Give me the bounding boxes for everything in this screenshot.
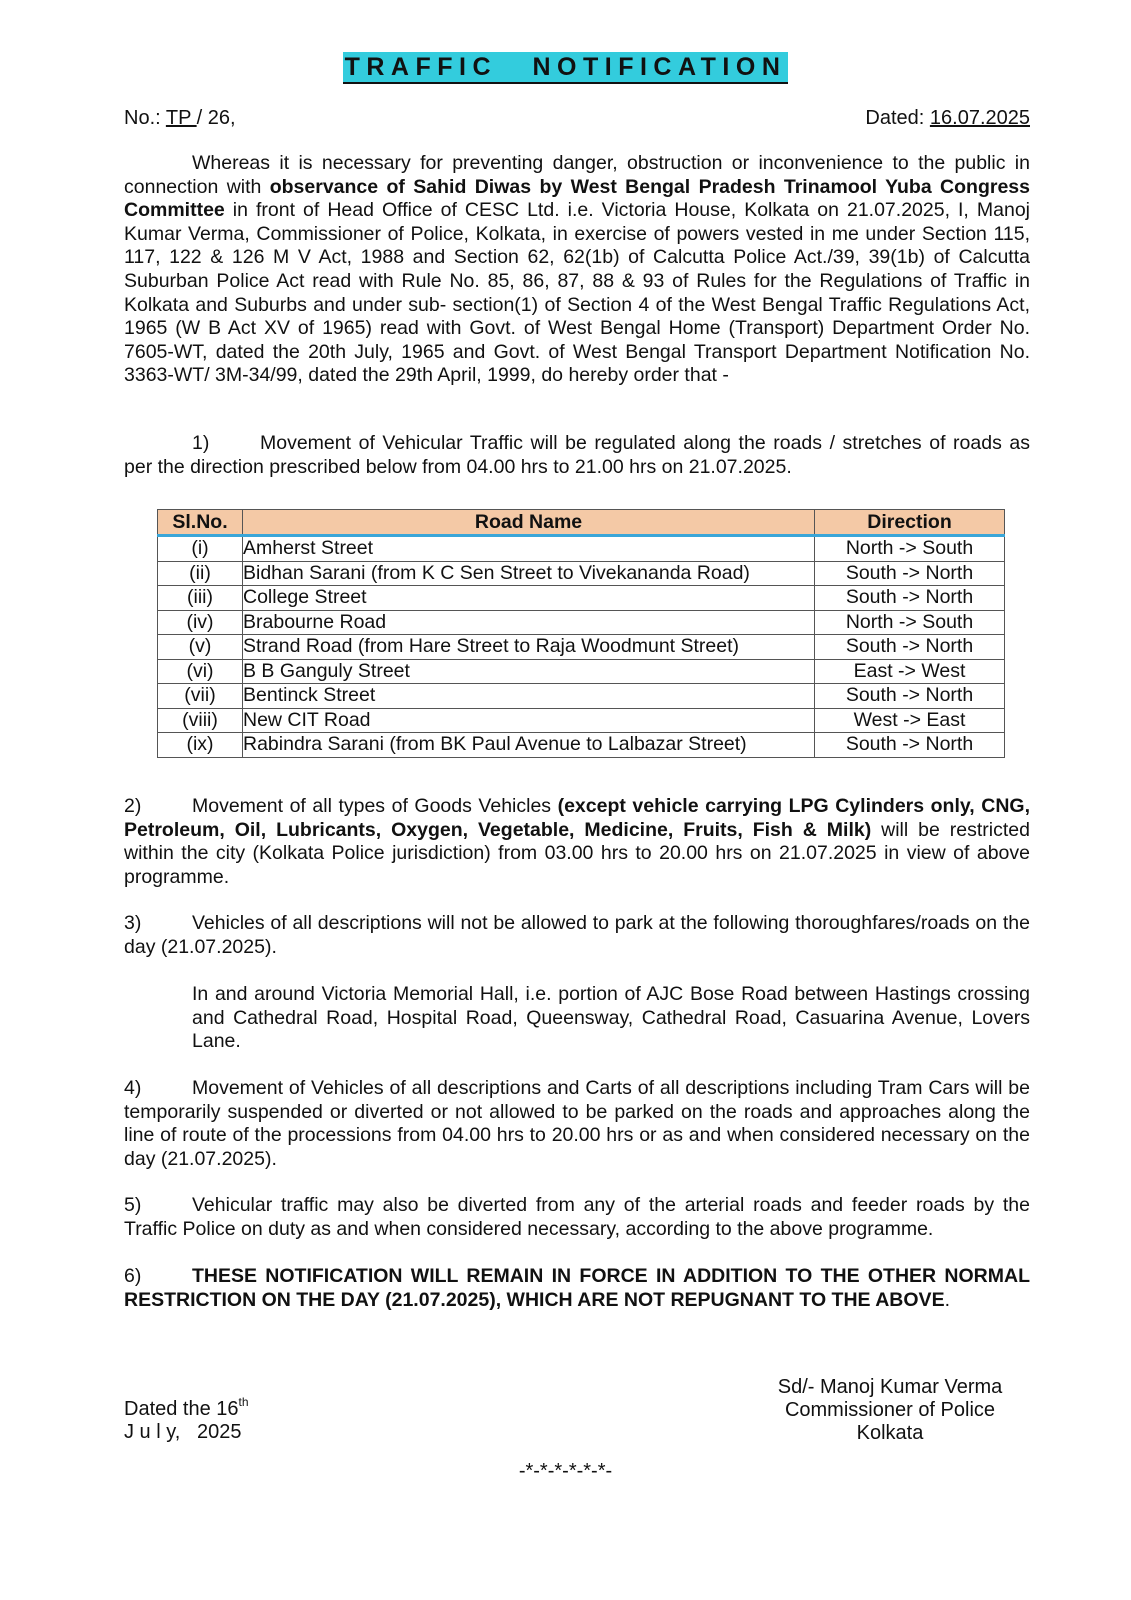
cell-direction: East -> West — [815, 659, 1005, 684]
cell-road: Strand Road (from Hare Street to Raja Woodmunt Street) — [243, 635, 815, 660]
cell-road: Amherst Street — [243, 536, 815, 562]
paragraph-exceptions: (except vehicle carrying LPG Cylinders only, CNG, Petroleum, Oil, Lubricants, Oxygen, Vegetable, Medicine, Fruits, Fish & Milk) — [124, 795, 1030, 841]
cell-road: Bidhan Sarani (from K C Sen Street to Vivekananda Road) — [243, 561, 815, 586]
table-row — [158, 635, 1005, 660]
paragraph-text: Movement of Vehicles of all descriptions and Carts of all descriptions including Tram Cars will be temporarily suspended or diverted or not allowed to be parked on the roads and approaches along the line of route of the processions from 04.00 hrs to 20.00 hrs or as and when considered necessary on the day (21.07.2025). — [124, 1077, 1030, 1170]
reference-number-prefix: TP — [165, 107, 197, 129]
dated-line-1 — [124, 1395, 249, 1421]
header-direction: Direction — [815, 510, 1005, 536]
table-row — [158, 610, 1005, 635]
cell-sl: (iv) — [158, 610, 243, 635]
cell-road: B B Ganguly Street — [243, 659, 815, 684]
paragraph-number: 4) — [124, 1077, 142, 1099]
table-row — [158, 733, 1005, 758]
cell-direction: South -> North — [815, 586, 1005, 611]
table-row — [158, 708, 1005, 733]
paragraph-number: 3) — [124, 912, 142, 934]
reference-row — [124, 107, 1030, 131]
cell-road: Brabourne Road — [243, 610, 815, 635]
paragraph-number: 5) — [124, 1194, 142, 1216]
paragraph-1 — [124, 432, 1030, 479]
signature-block — [770, 1376, 1010, 1445]
cell-sl: (ii) — [158, 561, 243, 586]
cell-direction: North -> South — [815, 610, 1005, 635]
cell-sl: (vii) — [158, 684, 243, 709]
signatory-location: Kolkata — [856, 1422, 924, 1444]
dated-line-2: J u l y, 2025 — [124, 1421, 242, 1443]
cell-direction: South -> North — [815, 561, 1005, 586]
cell-direction: West -> East — [815, 708, 1005, 733]
cell-road: College Street — [243, 586, 815, 611]
table-header-row — [158, 510, 1005, 536]
road-direction-table — [157, 509, 1005, 758]
dated-superscript: th — [238, 1395, 249, 1409]
cell-sl: (iii) — [158, 586, 243, 611]
cell-sl: (viii) — [158, 708, 243, 733]
signatory-name: Sd/- Manoj Kumar Verma — [777, 1376, 1003, 1398]
cell-sl: (v) — [158, 635, 243, 660]
paragraph-3-locations: In and around Victoria Memorial Hall, i.e. portion of AJC Bose Road between Hastings crossing and Cathedral Road, Hospital Road, Queensway, Cathedral Road, Casuarina Avenue, Lovers Lane. — [192, 983, 1030, 1053]
table-row — [158, 561, 1005, 586]
page-title: TRAFFIC NOTIFICATION — [343, 52, 789, 84]
dated-footer — [124, 1395, 249, 1444]
header-road-name: Road Name — [243, 510, 815, 536]
cell-direction: South -> North — [815, 733, 1005, 758]
cell-road: New CIT Road — [243, 708, 815, 733]
paragraph-5 — [124, 1194, 1030, 1241]
paragraph-text: Vehicular traffic may also be diverted from any of the arterial roads and feeder roads by the Traffic Police on duty as and when considered necessary, according to the above programme. — [124, 1194, 1030, 1240]
title-wrap — [0, 52, 1131, 84]
paragraph-number: 1) — [192, 432, 210, 454]
table-row — [158, 684, 1005, 709]
paragraph-text-1: Movement of all types of Goods Vehicles — [192, 795, 558, 817]
table-row — [158, 586, 1005, 611]
paragraph-3 — [124, 912, 1030, 959]
cell-direction: South -> North — [815, 635, 1005, 660]
paragraph-number: 6) — [124, 1265, 142, 1287]
reference-date — [865, 107, 1030, 131]
cell-sl: (ix) — [158, 733, 243, 758]
cell-sl: (vi) — [158, 659, 243, 684]
preamble-text-1: Whereas it is necessary for preventing danger, obstruction or inconvenience to the public in connection with — [124, 152, 1030, 198]
paragraph-text: Movement of Vehicular Traffic will be regulated along the roads / stretches of roads as per the direction prescribed below from 04.00 hrs to 21.00 hrs on 21.07.2025. — [124, 432, 1030, 478]
paragraph-tail: . — [944, 1288, 950, 1311]
paragraph-4 — [124, 1077, 1030, 1171]
cell-sl: (i) — [158, 536, 243, 562]
reference-number-suffix: / 26, — [196, 107, 236, 129]
paragraph-text: THESE NOTIFICATION WILL REMAIN IN FORCE IN ADDITION TO THE OTHER NORMAL RESTRICTION ON THE DAY (21.07.2025), WHICH ARE NOT REPUGNANT TO THE ABOVE — [124, 1265, 1030, 1311]
paragraph-number: 2) — [124, 795, 142, 817]
signatory-designation: Commissioner of Police — [784, 1399, 996, 1421]
reference-date-label: Dated: — [865, 107, 930, 129]
header-sl-no: Sl.No. — [158, 510, 243, 536]
cell-road: Rabindra Sarani (from BK Paul Avenue to Lalbazar Street) — [243, 733, 815, 758]
preamble-text-2: in front of Head Office of CESC Ltd. i.e. Victoria House, Kolkata on 21.07.2025, I, Manoj Kumar Verma, Commissioner of Police, Kolkata, in exercise of powers vested in me under Section 115, 117, 122 & 126 M V Act, 1988 and Section 62, 62(1b) of Calcutta Police Act./39, 39(1b) of Calcutta Suburban Police Act read with Rule No. 85, 86, 87, 88 & 93 of Rules for the Regulations of Traffic in Kolkata and Suburbs and under sub- section(1) of Section 4 of the West Bengal Traffic Regulations Act, 1965 (W B Act XV of 1965) read with Govt. of West Bengal Home (Transport) Department Order No. 7605-WT, dated the 20th July, 1965 and Govt. of West Bengal Transport Department Notification No. 3363-WT/ 3M-34/99, dated the 29th April, 1999, do hereby order that - — [124, 199, 1030, 387]
cell-road: Bentinck Street — [243, 684, 815, 709]
cell-direction: North -> South — [815, 536, 1005, 562]
reference-number — [124, 107, 236, 131]
paragraph-6 — [124, 1265, 1030, 1312]
paragraph-2 — [124, 795, 1030, 889]
table-row — [158, 659, 1005, 684]
preamble-paragraph — [124, 152, 1030, 388]
dated-prefix: Dated the 16 — [124, 1398, 239, 1420]
reference-number-label: No.: — [124, 107, 166, 129]
paragraph-text: Vehicles of all descriptions will not be allowed to park at the following thoroughfares/roads on the day (21.07.2025). — [124, 912, 1030, 958]
preamble-event-name: observance of Sahid Diwas by West Bengal Pradesh Trinamool Yuba Congress Committee — [124, 175, 1030, 222]
reference-date-value: 16.07.2025 — [929, 107, 1030, 129]
cell-direction: South -> North — [815, 684, 1005, 709]
table-row — [158, 536, 1005, 562]
paragraph-text-2: will be restricted within the city (Kolkata Police jurisdiction) from 03.00 hrs to 20.00 hrs on 21.07.2025 in view of above programme. — [124, 818, 1030, 888]
end-mark: -*-*-*-*-*-*- — [518, 1460, 613, 1482]
